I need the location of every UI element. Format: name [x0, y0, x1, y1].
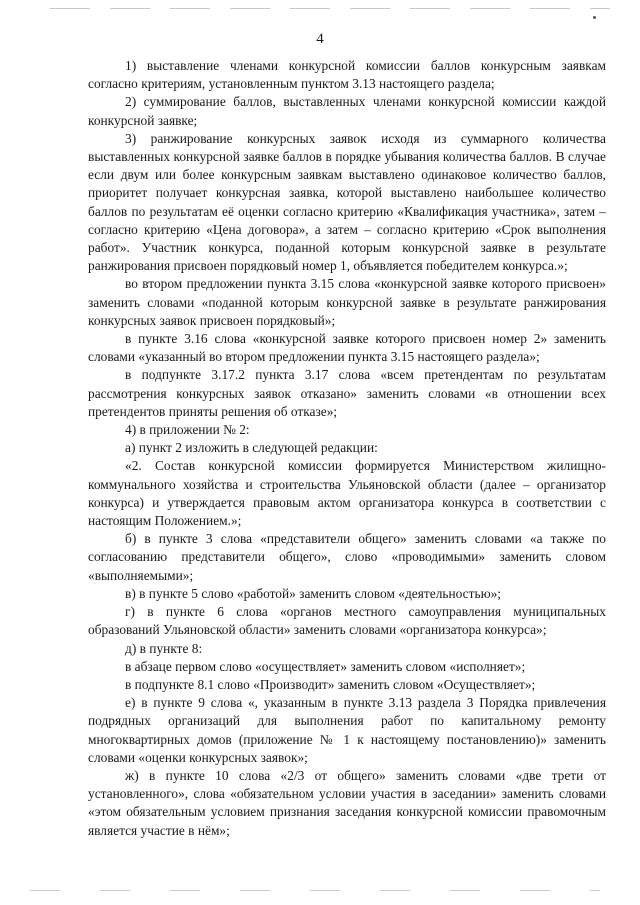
paragraph-3-15: во втором предложении пункта 3.15 слова «конкурсной заявке которого присвоен» заменить словами «поданной которым конкурсной заявке в результате ранжирования конкурсных заявок присвоен порядковый»;	[88, 276, 606, 328]
paragraph-8-1: в подпункте 8.1 слово «Производит» заменить словом «Осуществляет»;	[125, 676, 536, 692]
document-body	[88, 57, 606, 840]
paragraph-item-zh: ж) в пункте 10 слова «2/3 от общего» заменить словами «две трети от установленного», слова «обязательном условии участия в заседании» заменить словами «этом обязательным условием признания заседания конкурсной комиссии правомочным является участие в нём»;	[88, 767, 606, 838]
paragraph-3-16: в пункте 3.16 слова «конкурсной заявке которого присвоен номер 2» заменить словами «указанный во втором предложении пункта 3.15 настоящего раздела»;	[88, 331, 606, 365]
paragraph-item-a: а) пункт 2 изложить в следующей редакции:	[125, 440, 378, 456]
paragraph-8-first: в абзаце первом слово «осуществляет» заменить словом «исполняет»;	[125, 658, 526, 674]
scan-artifact-bottom	[30, 890, 600, 891]
paragraph-item-v: в) в пункте 5 слово «работой» заменить словом «деятельностью»;	[125, 585, 501, 601]
paragraph-item-3: 3) ранжирование конкурсных заявок исходя из суммарного количества выставленных конкурсной заявке баллов в порядке убывания количества баллов. В случае если двум или более конкурсным заявкам выставлено одинаковое количество баллов, приоритет получает конкурсная заявка, которой выставлено наибольшее количество баллов по результатам её оценки согласно критерию «Квалификация участника», затем – согласно критерию «Цена договора», а затем – согласно критерию «Срок выполнения работ». Участник конкурса, поданной которым конкурсной заявке в результате ранжирования присвоен порядковый номер 1, объявляется победителем конкурса.»;	[88, 130, 606, 274]
paragraph-appendix-2: 4) в приложении № 2:	[125, 422, 250, 438]
paragraph-new-clause-2: «2. Состав конкурсной комиссии формируется Министерством жилищно-коммунального хозяйства и строительства Ульяновской области (далее – организатор конкурса) и утверждается правовым актом организатора конкурса в соответствии с настоящим Положением.»;	[88, 458, 606, 529]
scan-artifact-top	[50, 8, 610, 9]
paragraph-item-b: б) в пункте 3 слова «представители общего» заменить словами «а также по согласованию представители общего», слово «проводимыми» заменить словом «выполняемыми»;	[88, 531, 606, 583]
paragraph-item-1: 1) выставление членами конкурсной комиссии баллов конкурсным заявкам согласно критериям, установленным пунктом 3.13 настоящего раздела;	[88, 58, 606, 92]
scan-dot	[593, 16, 596, 19]
paragraph-item-2: 2) суммирование баллов, выставленных членами конкурсной комиссии каждой конкурсной заявке;	[88, 94, 606, 128]
paragraph-item-d: д) в пункте 8:	[125, 640, 203, 656]
page-number: 4	[316, 31, 324, 47]
paragraph-item-e: е) в пункте 9 слова «, указанным в пункте 3.13 раздела 3 Порядка привлечения подрядных организаций для выполнения работ по капитальному ремонту многоквартирных домов (приложение № 1 к настоящему постановлению)» заменить словами «оценки конкурсных заявок»;	[88, 695, 606, 765]
paragraph-item-g: г) в пункте 6 слова «органов местного самоуправления муниципальных образований Ульяновской области» заменить словами «организатора конкурса»;	[88, 604, 606, 638]
paragraph-3-17-2: в подпункте 3.17.2 пункта 3.17 слова «всем претендентам по результатам рассмотрения конкурсных заявок отказано» заменить словами «в отношении всех претендентов приняты решения об отказе»;	[88, 367, 606, 419]
